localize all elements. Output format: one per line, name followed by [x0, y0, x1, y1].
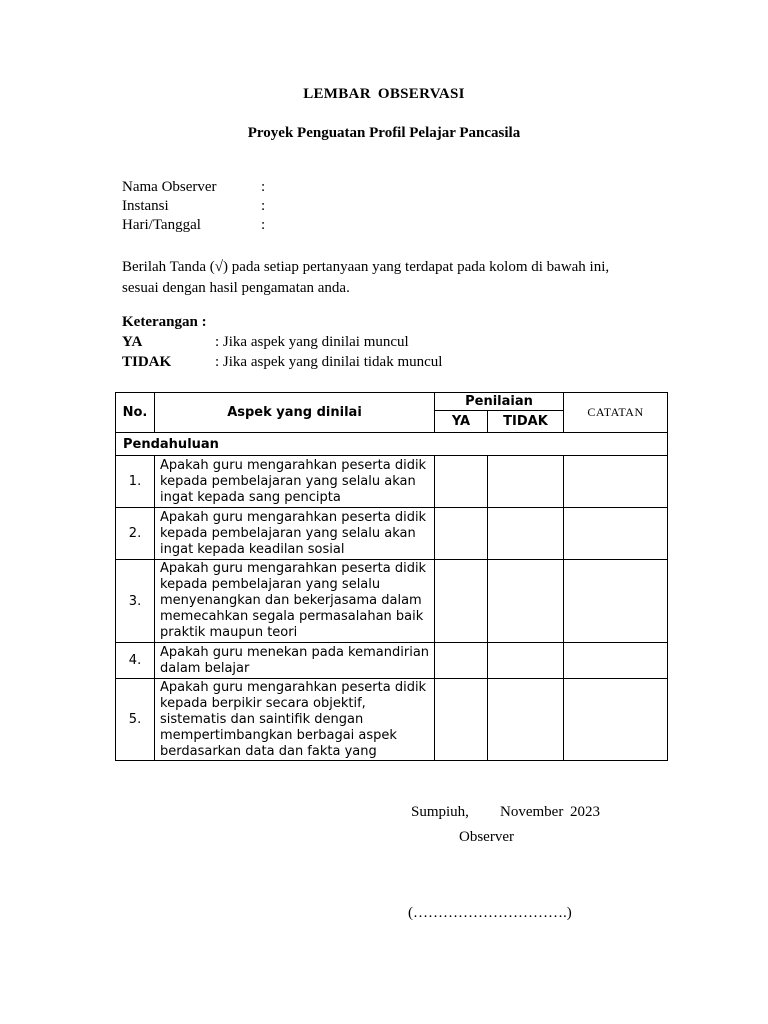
legend-desc-tidak: : Jika aspek yang dinilai tidak muncul	[215, 354, 443, 370]
row-catatan-cell[interactable]	[564, 679, 668, 761]
row-tidak-cell[interactable]	[488, 456, 564, 508]
document-title: LEMBAR OBSERVASI	[303, 86, 465, 102]
row-ya-cell[interactable]	[435, 508, 488, 560]
table-row	[116, 679, 668, 761]
observer-name-colon: :	[261, 179, 266, 195]
legend-desc-ya: : Jika aspek yang dinilai muncul	[215, 334, 409, 350]
signature-role: Observer	[459, 829, 514, 845]
row-catatan-cell[interactable]	[564, 456, 668, 508]
header-aspek: Aspek yang dinilai	[155, 393, 435, 433]
row-tidak-cell[interactable]	[488, 508, 564, 560]
row-aspek: Apakah guru mengarahkan peserta didik kepada berpikir secara objektif, sistematis dan saintifik dengan mempertimbangkan berbagai aspek berdasarkan data dan fakta yang	[155, 679, 435, 761]
row-number: 3.	[116, 560, 155, 643]
legend-key-ya: YA	[122, 334, 143, 350]
header-ya: YA	[435, 411, 488, 433]
row-number: 5.	[116, 679, 155, 761]
row-tidak-cell[interactable]	[488, 560, 564, 643]
section-row	[116, 433, 668, 456]
instruction-text: Berilah Tanda (√) pada setiap pertanyaan yang terdapat pada kolom di bawah ini, sesuai dengan hasil pengamatan anda.	[122, 259, 610, 296]
row-aspek: Apakah guru mengarahkan peserta didik kepada pembelajaran yang selalu menyenangkan dan bekerjasama dalam memecahkan segala permasalahan baik praktik maupun teori	[155, 560, 435, 643]
row-number: 1.	[116, 456, 155, 508]
table-row	[116, 508, 668, 560]
observer-name-label: Nama Observer	[122, 179, 217, 195]
header-tidak: TIDAK	[488, 411, 564, 433]
row-ya-cell[interactable]	[435, 679, 488, 761]
institution-label: Instansi	[122, 198, 169, 214]
header-penilaian: Penilaian	[435, 393, 564, 411]
document-subtitle: Proyek Penguatan Profil Pelajar Pancasila	[247, 125, 521, 141]
institution-colon: :	[261, 198, 266, 214]
observation-table	[115, 392, 668, 761]
row-tidak-cell[interactable]	[488, 679, 564, 761]
row-aspek: Apakah guru mengarahkan peserta didik kepada pembelajaran yang selalu akan ingat kepada keadilan sosial	[155, 508, 435, 560]
header-catatan: CATATAN	[564, 393, 668, 433]
signature-line: (………………………….)	[408, 905, 572, 921]
row-aspek: Apakah guru mengarahkan peserta didik kepada pembelajaran yang selalu akan ingat kepada sang pencipta	[155, 456, 435, 508]
row-tidak-cell[interactable]	[488, 643, 564, 679]
header-no: No.	[116, 393, 155, 433]
row-ya-cell[interactable]	[435, 456, 488, 508]
section-title: Pendahuluan	[116, 433, 668, 456]
table-row	[116, 560, 668, 643]
row-catatan-cell[interactable]	[564, 560, 668, 643]
legend-key-tidak: TIDAK	[122, 354, 172, 370]
row-number: 2.	[116, 508, 155, 560]
table-row	[116, 456, 668, 508]
row-number: 4.	[116, 643, 155, 679]
row-ya-cell[interactable]	[435, 643, 488, 679]
table-row	[116, 643, 668, 679]
row-aspek: Apakah guru menekan pada kemandirian dalam belajar	[155, 643, 435, 679]
row-ya-cell[interactable]	[435, 560, 488, 643]
date-label: Hari/Tanggal	[122, 217, 201, 233]
date-colon: :	[261, 217, 266, 233]
row-catatan-cell[interactable]	[564, 508, 668, 560]
table-header-row	[116, 393, 668, 411]
signature-date: November 2023	[500, 804, 601, 820]
row-catatan-cell[interactable]	[564, 643, 668, 679]
legend-title: Keterangan :	[122, 314, 207, 330]
signature-place: Sumpiuh,	[411, 804, 469, 820]
